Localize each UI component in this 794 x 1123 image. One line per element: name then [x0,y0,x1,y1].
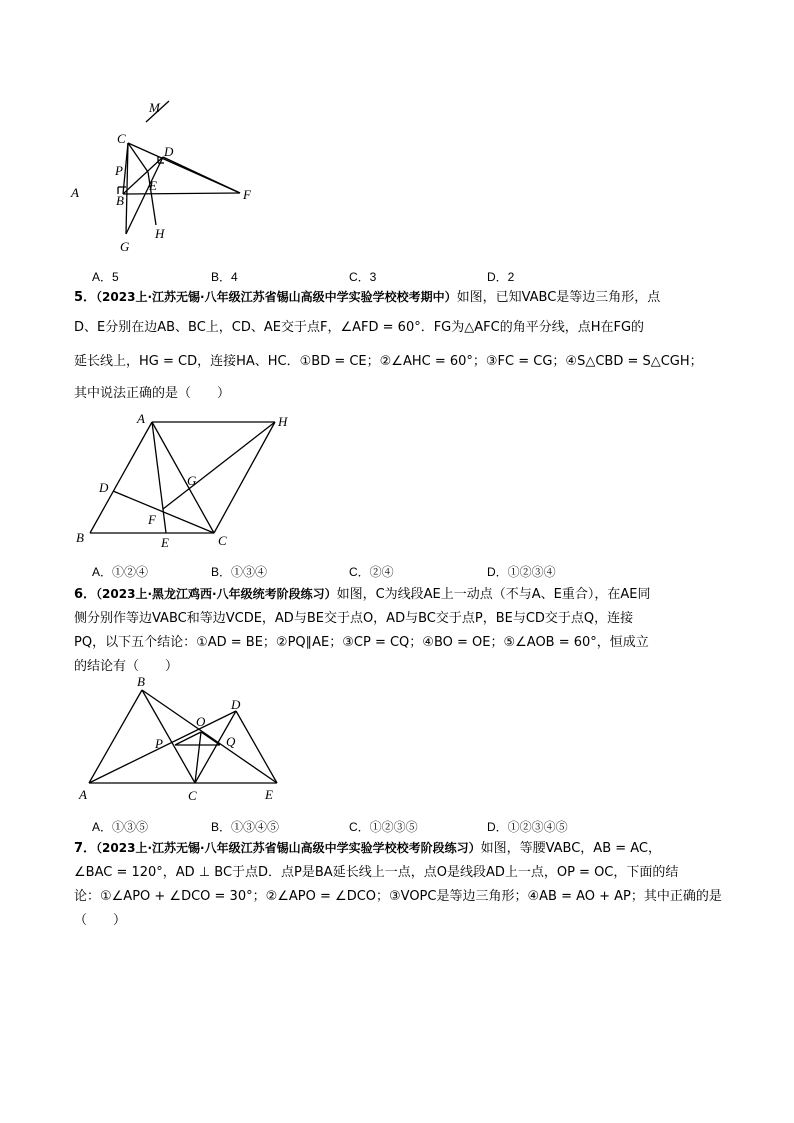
q5-source: （2023上·江苏无锡·八年级江苏省锡山高级中学实验学校校考期中） [96,290,457,304]
label-q: Q [226,734,236,749]
label-h: H [155,226,165,241]
segment-dg [126,157,163,234]
segment-bc [142,690,195,783]
q6-options [92,818,612,836]
figure-q4 [60,95,280,265]
option-c[interactable]: C．②④ [349,565,394,579]
option-a[interactable]: A．5 [92,270,119,284]
label-g: G [120,239,130,254]
segment-ad [123,157,163,194]
q5-number: 5． [74,290,97,305]
segment-oq [201,732,220,745]
option-a[interactable]: A．①②④ [92,565,149,579]
q7-stem-1: 如图，等腰VABC，AB = AC， [480,841,662,856]
figure-q5 [70,405,300,555]
label-e: E [265,787,273,802]
option-d[interactable]: D．①②③④⑤ [487,820,568,834]
segment-df [163,157,240,193]
q7-source: （2023上·江苏无锡·八年级江苏省锡山高级中学实验学校校考阶段练习） [96,841,481,855]
q6-stem-1: 如图，C为线段AE上一动点（不与A、E重合），在AE同 [336,587,651,602]
question-6 [74,582,729,679]
label-g: G [187,473,197,488]
option-b[interactable]: B．4 [211,270,238,284]
label-b: B [116,193,124,208]
label-b: B [76,530,84,545]
segment-ab [89,690,142,783]
q7-line-1 [74,836,729,861]
label-m: M [149,100,160,115]
option-b[interactable]: B．①③④⑤ [211,820,280,834]
label-o: O [196,714,206,729]
q7-stem-4: （ ） [74,913,127,928]
label-c: C [117,131,126,146]
label-a: A [137,411,145,426]
q4-options [92,268,612,286]
label-c: C [188,788,197,803]
label-d: D [164,144,174,159]
label-p: P [115,163,123,178]
q7-number: 7． [74,841,97,856]
figure-q6 [75,670,295,810]
segment-de [236,711,277,783]
q6-line-1 [74,582,729,607]
q6-stem-4: 的结论有（ ） [74,659,179,674]
q7-stem-3: 论：①∠APO + ∠DCO = 30°；②∠APO = ∠DCO；③VOPC是等边三角形；④AB = AO + AP；其中正确的是 [74,889,722,904]
label-e: E [149,178,157,193]
label-d: D [231,697,241,712]
q6-number: 6． [74,587,97,602]
label-a: A [79,787,87,802]
segment-ac [152,422,214,533]
q6-stem-2: 侧分别作等边VABC和等边VCDE，AD与BE交于点O，AD与BC交于点P，BE与CD交于点Q，连接 [74,611,634,626]
label-f: F [243,187,251,202]
label-a: A [71,185,79,200]
q5-options [92,563,612,581]
q6-stem-3: PQ，以下五个结论：①AD = BE；②PQ∥AE；③CP = CQ；④BO = OE；⑤∠AOB = 60°，恒成立 [74,635,649,650]
q5-stem-4: 其中说法正确的是（ ） [74,386,231,401]
label-e: E [161,535,169,550]
option-a[interactable]: A．①③⑤ [92,820,149,834]
segment-fh [163,422,275,509]
question-5 [74,285,729,406]
q7-stem-2: ∠BAC = 120°，AD ⊥ BC于点D．点P是BA延长线上一点，点O是线段AD上一点，OP = OC，下面的结 [74,865,679,880]
label-h: H [278,414,288,429]
label-c: C [218,533,227,548]
label-b: B [137,674,145,689]
q5-stem-2: D、E分别在边AB、BC上，CD、AE交于点F，∠AFD = 60°．FG为△AFC的角平分线，点H在FG的 [74,320,645,335]
option-b[interactable]: B．①③④ [211,565,268,579]
segment-hc [214,422,275,533]
option-d[interactable]: D．2 [487,270,515,284]
segment-ab [90,422,152,533]
label-f: F [148,512,156,527]
option-c[interactable]: C．①②③⑤ [349,820,418,834]
q5-stem-3: 延长线上，HG = CD，连接HA、HC．①BD = CE；②∠AHC = 60°；③FC = CG；④S△CBD = S△CGH； [74,354,703,369]
option-c[interactable]: C．3 [349,270,377,284]
q6-source: （2023上·黑龙江鸡西·八年级统考阶段练习） [96,587,337,601]
label-d: D [99,480,109,495]
segment-dc [113,491,214,533]
question-7 [74,836,729,933]
q5-stem-1: 如图，已知VABC是等边三角形，点 [456,290,661,305]
label-p: P [155,736,163,751]
option-d[interactable]: D．①②③④ [487,565,556,579]
segment-af [123,193,240,194]
q5-line-1 [74,285,729,310]
